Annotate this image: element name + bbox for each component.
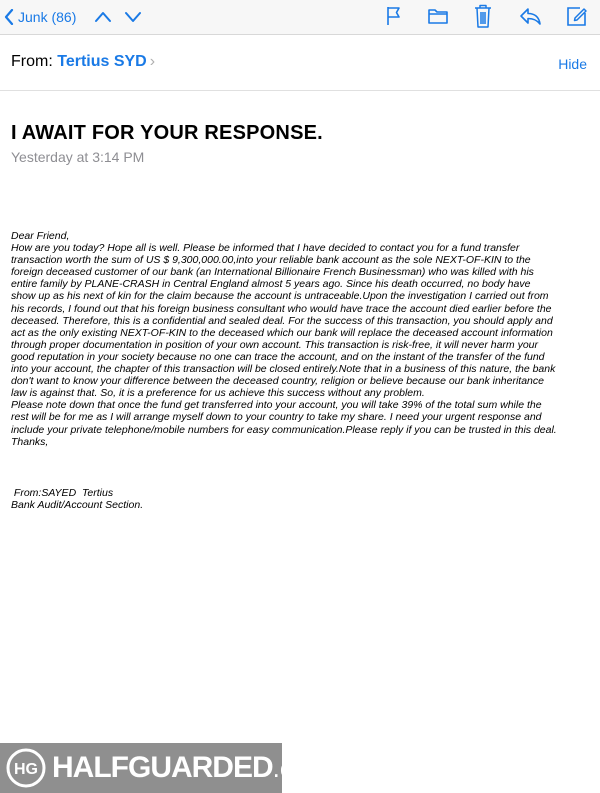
chevron-down-icon[interactable] <box>124 8 142 26</box>
watermark-brand: HALFGUARDED <box>52 751 273 784</box>
from-row <box>0 35 600 91</box>
toolbar <box>0 0 600 35</box>
message-date: Yesterday at 3:14 PM <box>11 149 145 165</box>
message-subject: I AWAIT FOR YOUR RESPONSE. <box>11 122 323 144</box>
from-label: From: <box>11 53 53 70</box>
hide-button[interactable]: Hide <box>558 56 587 72</box>
reply-icon[interactable] <box>518 5 542 27</box>
trash-icon[interactable] <box>473 3 493 29</box>
flag-icon[interactable] <box>384 5 404 27</box>
message-signature: From:SAYED Tertius Bank Audit/Account Section. <box>11 487 144 512</box>
logo-text: HG <box>14 761 38 778</box>
sender-name[interactable]: Tertius SYD <box>57 53 147 70</box>
watermark <box>0 743 329 793</box>
chevron-right-icon[interactable]: › <box>149 53 156 70</box>
halfguarded-logo-icon <box>6 748 46 788</box>
chevron-up-icon[interactable] <box>94 8 112 26</box>
message-body: Dear Friend, How are you today? Hope all is well. Please be informed that I have decided to contact you for a fund transfer transaction worth the sum of US $ 9,300,000.00,into your reliable bank account as the sole NEXT-OF-KIN to the foreign deceased customer of our bank (an International Billionaire French Businessman) who was killed with his entire family by PLANE-CRASH in Central England almost 5 years ago. Since his death occurred, no body have show up as his next of kin for the claim because the account is untraceable.Upon the investigation I carried out from his records, I found out that his foreign business consultant who would have trace the account died earlier before the deceased. Therefore, this is a confidential and sealed deal. For the success of this transaction, you should apply and act as the only existing NEXT-OF-KIN to the deceased which our bank will replace the deceased account information through proper documentation in position of your own account. This transaction is risk-free, it will never harm your good reputation in your society because no one can trace the account, and on the instant of the transfer of the fund into your account, the chapter of this transaction will be closed entirely.Note that in a business of this nature, the bank don't want to know your difference between the deceased country, religion or believe because our bank inheritance law is against that. So, it is a preference for us achieve this success without any problem. Please note down that once the fund get transferred into your account, you will take 39% of the total sum while the rest will be for me as I will arrange myself down to your country to take my share. I need your urgent response and include your private telephone/mobile numbers for easy communication.Please reply if you can be trusted in this deal. Thanks, <box>11 230 557 448</box>
back-button[interactable] <box>4 6 76 28</box>
folder-icon[interactable] <box>427 5 449 27</box>
compose-icon[interactable] <box>566 5 588 27</box>
back-label: Junk (86) <box>18 9 77 25</box>
watermark-domain: .com <box>272 753 329 783</box>
chevron-left-icon <box>4 9 14 25</box>
divider <box>0 90 600 91</box>
